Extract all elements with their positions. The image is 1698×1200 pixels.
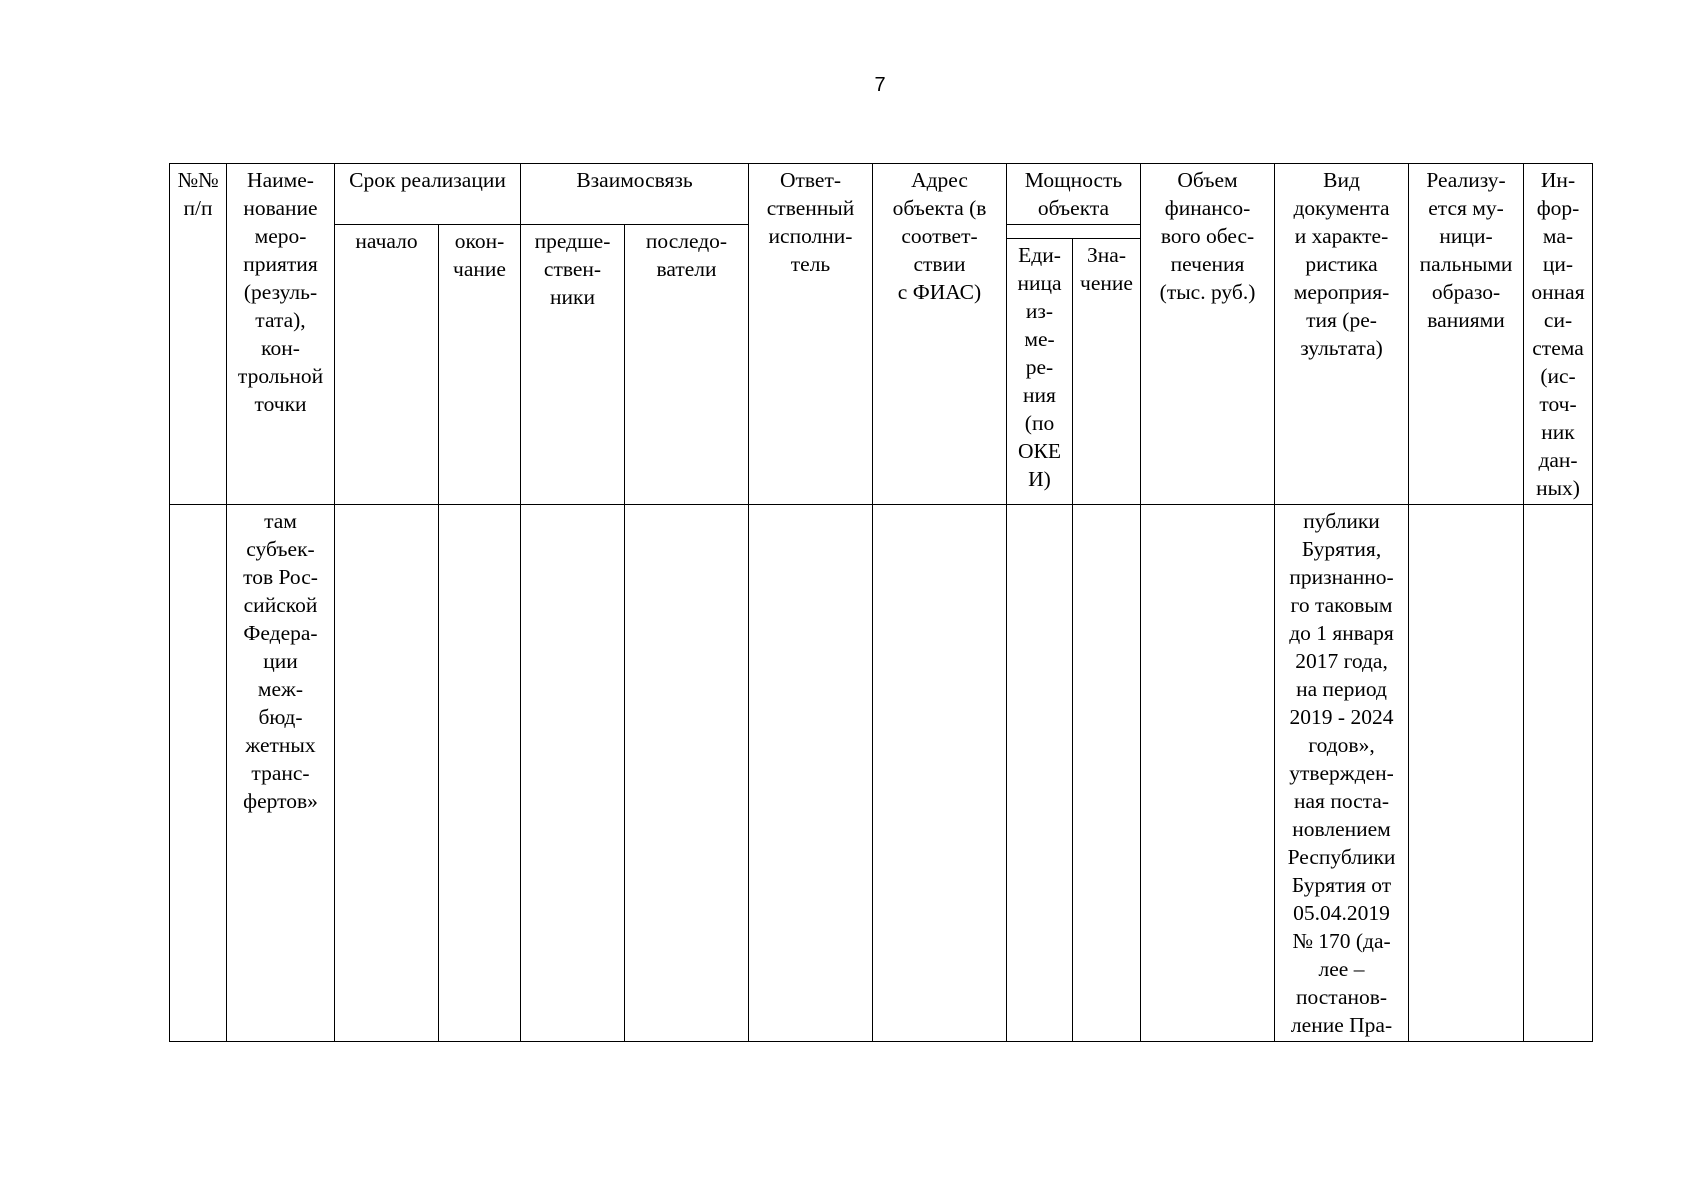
cell-info-system bbox=[1524, 505, 1593, 1042]
page-number: 7 bbox=[874, 74, 886, 96]
header-capacity-value: Зна- чение bbox=[1073, 239, 1141, 505]
header-num: №№ п/п bbox=[170, 164, 227, 505]
cell-municipal bbox=[1409, 505, 1524, 1042]
header-relation-succ: последо- ватели bbox=[625, 225, 749, 505]
header-relation-pred: предше- ствен- ники bbox=[521, 225, 625, 505]
cell-relation-succ bbox=[625, 505, 749, 1042]
cell-period-start bbox=[335, 505, 439, 1042]
header-name: Наиме- нование меро- приятия (резуль- тата), кон- трольной точки bbox=[227, 164, 335, 505]
cell-relation-pred bbox=[521, 505, 625, 1042]
header-doc-type: Вид документа и характе- ристика мероприя- тия (ре- зультата) bbox=[1275, 164, 1409, 505]
cell-address bbox=[873, 505, 1007, 1042]
header-period-end: окон- чание bbox=[439, 225, 521, 505]
header-address: Адрес объекта (в соответ- ствии с ФИАС) bbox=[873, 164, 1007, 505]
header-capacity-unit: Еди- ница из- ме- ре- ния (по ОКЕ И) bbox=[1007, 239, 1073, 505]
cell-doc-type: публики Бурятия, признанно- го таковым до 1 января 2017 года, на период 2019 - 2024 годов», утвержден- ная поста- новлением Республики Бурятия от 05.04.2019 № 170 (да- лее – постанов- ление Пра- bbox=[1275, 505, 1409, 1042]
header-period: Срок реализации bbox=[335, 164, 521, 225]
header-row-1 bbox=[170, 164, 1593, 225]
cell-funding bbox=[1141, 505, 1275, 1042]
header-period-start: начало bbox=[335, 225, 439, 505]
cell-capacity-unit bbox=[1007, 505, 1073, 1042]
cell-name: там субъек- тов Рос- сийской Федера- ции меж- бюд- жетных транс- фертов» bbox=[227, 505, 335, 1042]
header-responsible: Ответ- ственный исполни- тель bbox=[749, 164, 873, 505]
header-municipal: Реализу- ется му- ници- пальными образо- ваниями bbox=[1409, 164, 1524, 505]
cell-capacity-value bbox=[1073, 505, 1141, 1042]
header-info-system: Ин- фор- ма- ци- онная си- стема (ис- точ- ник дан- ных) bbox=[1524, 164, 1593, 505]
cell-period-end bbox=[439, 505, 521, 1042]
measures-table bbox=[169, 163, 1593, 1042]
cell-num bbox=[170, 505, 227, 1042]
cell-responsible bbox=[749, 505, 873, 1042]
table-row bbox=[170, 505, 1593, 1042]
header-relation: Взаимосвязь bbox=[521, 164, 749, 225]
header-funding: Объем финансо- вого обес- печения (тыс. руб.) bbox=[1141, 164, 1275, 505]
header-capacity: Мощность объекта bbox=[1007, 164, 1141, 225]
